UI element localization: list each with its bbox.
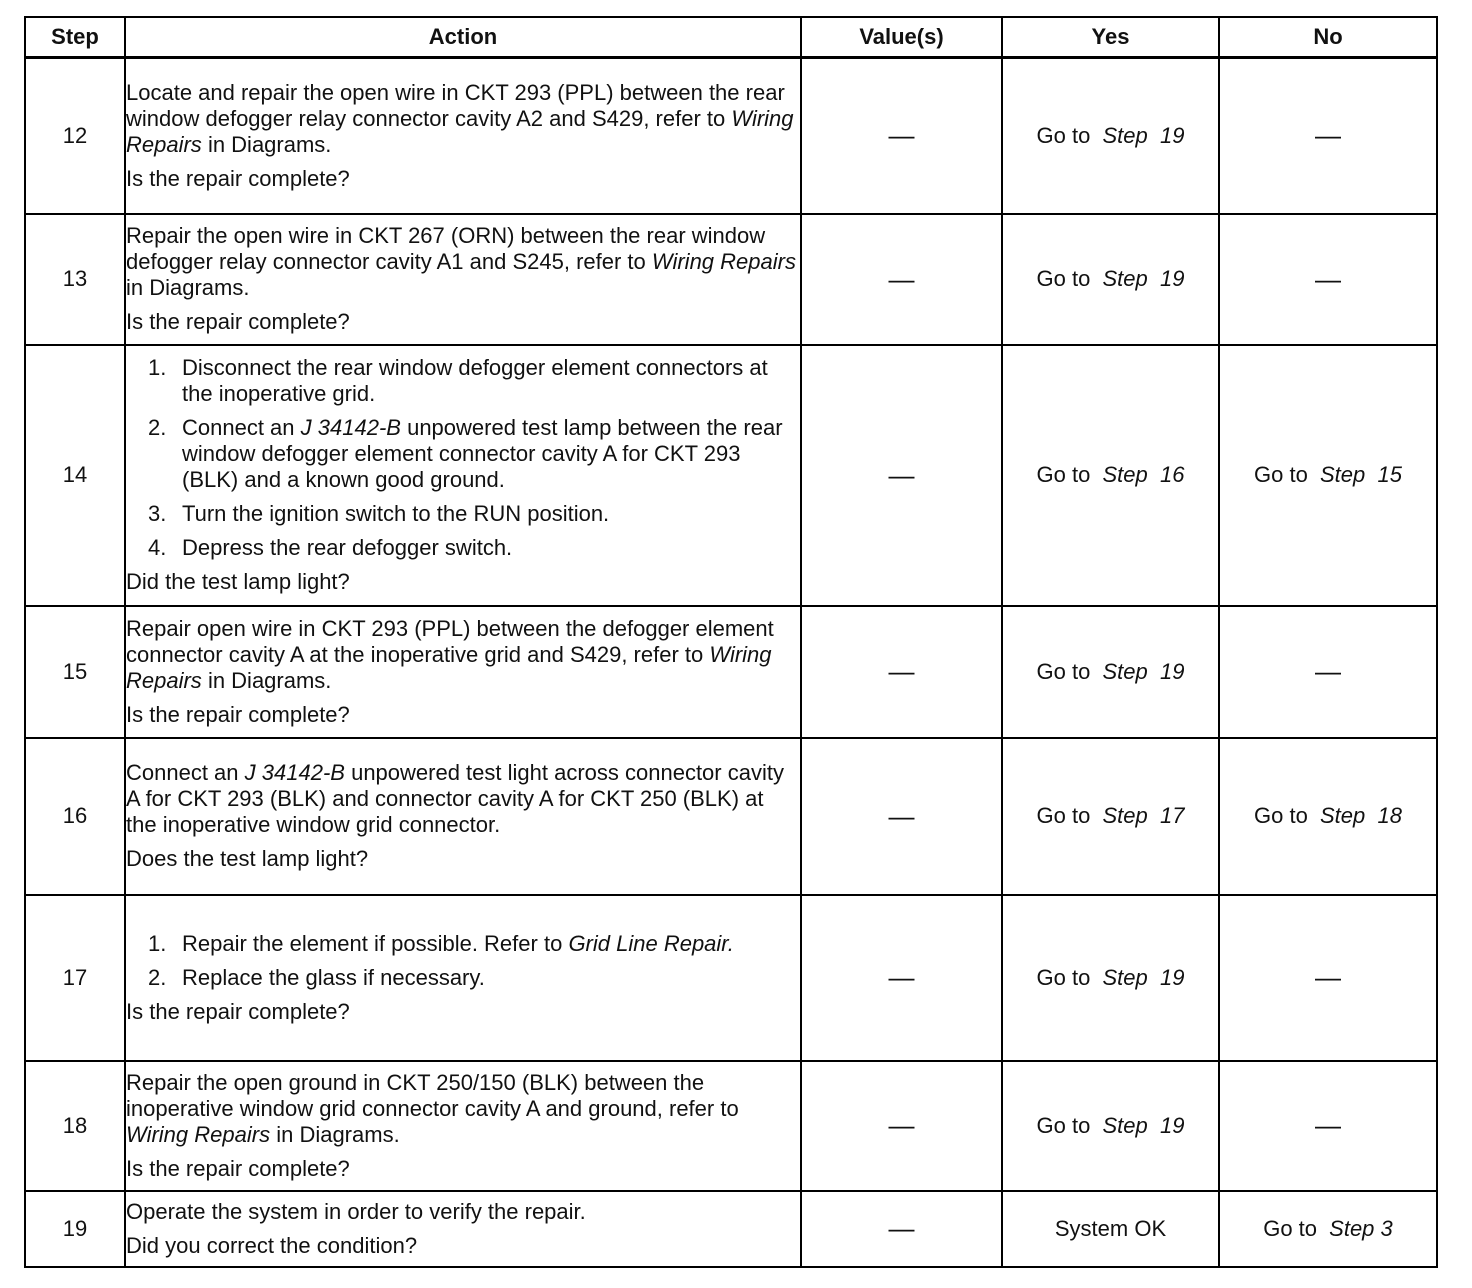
step-number: 18 <box>25 1061 125 1191</box>
action-steps <box>126 355 800 561</box>
action-text: Locate and repair the open wire in CKT 293 (PPL) between the rear window defogger relay connector cavity A2 and S429, refer to Wiring Repairs in Diagrams. <box>126 79 794 157</box>
yes-cell: Go to Step 19 <box>1002 1061 1219 1191</box>
action-question: Is the repair complete? <box>126 165 350 191</box>
table-row <box>25 58 1437 214</box>
action-steps <box>126 931 800 991</box>
action-cell <box>125 738 801 895</box>
table-row <box>25 606 1437 738</box>
step-number: 17 <box>25 895 125 1061</box>
yes-cell: Go to Step 16 <box>1002 345 1219 606</box>
yes-cell: Go to Step 19 <box>1002 214 1219 345</box>
table-row <box>25 895 1437 1061</box>
no-cell: — <box>1219 1061 1437 1191</box>
action-text: Repair the open ground in CKT 250/150 (BLK) between the inoperative window grid connector cavity A and ground, refer to Wiring Repairs in Diagrams. <box>126 1069 739 1147</box>
value-cell: — <box>801 214 1002 345</box>
action-text: Repair open wire in CKT 293 (PPL) between the defogger element connector cavity A at the inoperative grid and S429, refer to Wiring Repairs in Diagrams. <box>126 615 774 693</box>
header-step: Step <box>25 17 125 58</box>
no-cell: — <box>1219 58 1437 214</box>
action-cell <box>125 345 801 606</box>
table-row <box>25 1191 1437 1267</box>
value-cell: — <box>801 58 1002 214</box>
action-cell <box>125 1191 801 1267</box>
yes-cell: Go to Step 19 <box>1002 895 1219 1061</box>
step-number: 15 <box>25 606 125 738</box>
action-cell <box>125 1061 801 1191</box>
action-question: Is the repair complete? <box>126 998 350 1024</box>
no-cell: — <box>1219 606 1437 738</box>
value-cell: — <box>801 345 1002 606</box>
table-row <box>25 738 1437 895</box>
action-cell <box>125 895 801 1061</box>
wiring-repairs-ref: Wiring Repairs <box>126 105 794 157</box>
wiring-repairs-ref: Wiring Repairs <box>651 249 796 274</box>
action-question: Is the repair complete? <box>126 701 350 727</box>
list-item: 3. Turn the ignition switch to the RUN position. <box>148 501 610 526</box>
list-item: 4. Depress the rear defogger switch. <box>148 535 513 560</box>
no-cell: Go to Step 3 <box>1219 1191 1437 1267</box>
wiring-repairs-ref: Wiring Repairs <box>126 1121 271 1147</box>
no-cell: Go to Step 15 <box>1219 345 1437 606</box>
yes-cell: Go to Step 17 <box>1002 738 1219 895</box>
value-cell: — <box>801 1061 1002 1191</box>
value-cell: — <box>801 1191 1002 1267</box>
action-cell <box>125 58 801 214</box>
header-row <box>25 17 1437 58</box>
action-question: Does the test lamp light? <box>126 846 369 871</box>
value-cell: — <box>801 895 1002 1061</box>
action-cell <box>125 606 801 738</box>
list-item: 1. Disconnect the rear window defogger element connectors at the inoperative grid. <box>148 355 768 406</box>
action-question: Is the repair complete? <box>126 1155 350 1181</box>
table-row <box>25 1061 1437 1191</box>
no-cell: Go to Step 18 <box>1219 738 1437 895</box>
table-row <box>25 345 1437 606</box>
step-number: 19 <box>25 1191 125 1267</box>
table-row <box>25 214 1437 345</box>
value-cell: — <box>801 738 1002 895</box>
action-question: Did the test lamp light? <box>126 569 350 594</box>
yes-cell: Go to Step 19 <box>1002 58 1219 214</box>
step-number: 12 <box>25 58 125 214</box>
header-yes: Yes <box>1002 17 1219 58</box>
tool-ref: J 34142-B <box>300 415 401 440</box>
action-cell <box>125 214 801 345</box>
list-item: 2. Replace the glass if necessary. <box>148 964 485 990</box>
yes-cell: Go to Step 19 <box>1002 606 1219 738</box>
action-text: Connect an J 34142-B unpowered test light across connector cavity A for CKT 293 (BLK) and connector cavity A for CKT 250 (BLK) at the inoperative window grid connector. <box>126 760 784 837</box>
yes-cell: System OK <box>1002 1191 1219 1267</box>
no-cell: — <box>1219 895 1437 1061</box>
list-item: 2. Connect an J 34142-B unpowered test lamp between the rear window defogger element connector cavity A for CKT 293 (BLK) and a known good ground. <box>148 415 783 492</box>
step-number: 16 <box>25 738 125 895</box>
list-item: 1. Repair the element if possible. Refer to Grid Line Repair. <box>148 930 734 956</box>
step-number: 14 <box>25 345 125 606</box>
diagnostic-table <box>24 16 1438 1268</box>
grid-line-repair-ref: Grid Line Repair. <box>568 930 734 956</box>
action-question: Is the repair complete? <box>126 309 350 334</box>
header-no: No <box>1219 17 1437 58</box>
action-text: Operate the system in order to verify the repair. <box>126 1198 586 1224</box>
step-number: 13 <box>25 214 125 345</box>
header-values: Value(s) <box>801 17 1002 58</box>
value-cell: — <box>801 606 1002 738</box>
wiring-repairs-ref: Wiring Repairs <box>126 641 772 693</box>
no-cell: — <box>1219 214 1437 345</box>
tool-ref: J 34142-B <box>244 760 345 785</box>
action-question: Did you correct the condition? <box>126 1232 418 1258</box>
header-action: Action <box>125 17 801 58</box>
action-text: Repair the open wire in CKT 267 (ORN) between the rear window defogger relay connector cavity A1 and S245, refer to Wiring Repairs in Diagrams. <box>126 223 796 300</box>
